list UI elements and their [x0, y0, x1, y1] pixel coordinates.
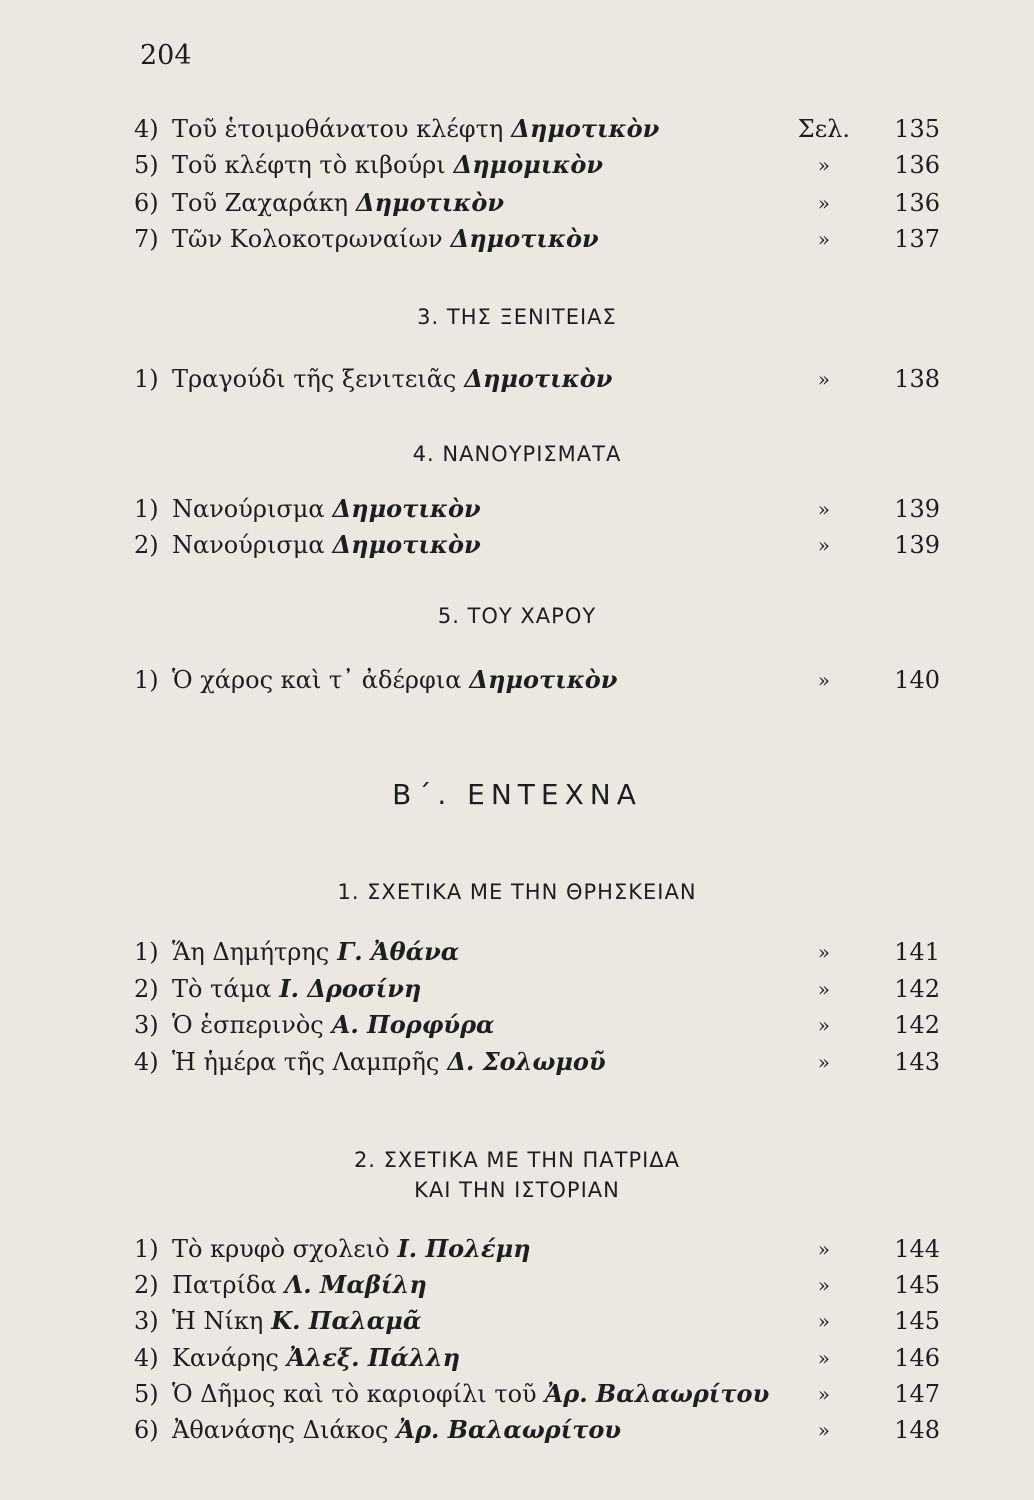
entry-title: Τραγούδι τῆς ξενιτειᾶς	[172, 365, 457, 393]
entry-author: Λ. Μαβίλη	[284, 1270, 427, 1299]
entry-number: 4)	[134, 1048, 159, 1076]
entry-page: 148	[894, 1416, 940, 1444]
ditto-mark: »	[817, 1013, 830, 1037]
entry-author: Δημοτικὸν	[356, 188, 505, 217]
entry-page: 146	[894, 1344, 940, 1372]
entry-author: Δημοτικὸν	[469, 665, 618, 694]
entry-title: Τοῦ Ζαχαράκη	[172, 189, 349, 217]
toc-entry	[134, 1268, 940, 1302]
entry-author: Κ. Παλαμᾶ	[271, 1306, 422, 1335]
ditto-mark: »	[817, 1273, 830, 1297]
entry-page: 140	[894, 666, 940, 694]
section-heading-continued: ΚΑΙ ΤΗΝ ΙΣΤΟΡΙΑΝ	[414, 1178, 620, 1202]
entry-title: Νανούρισμα	[172, 495, 325, 523]
toc-entry	[134, 1008, 940, 1042]
entry-title: Τῶν Κολοκοτρωναίων	[172, 225, 443, 253]
entry-page: 142	[894, 975, 940, 1003]
toc-entry	[134, 1377, 940, 1411]
entry-title: Νανούρισμα	[172, 531, 325, 559]
entry-author: Δημομικὸν	[453, 150, 604, 179]
entry-page: 135	[894, 115, 940, 143]
entry-page: 139	[894, 495, 940, 523]
entry-title: Πατρίδα	[172, 1271, 277, 1299]
entry-page: 143	[894, 1048, 940, 1076]
entry-number: 1)	[134, 666, 159, 694]
entry-number: 5)	[134, 151, 159, 179]
ditto-mark: »	[817, 1382, 830, 1406]
entry-page: 139	[894, 531, 940, 559]
toc-entry	[134, 663, 940, 697]
entry-number: 1)	[134, 938, 159, 966]
toc-entry	[134, 1341, 940, 1375]
entry-page: 136	[894, 189, 940, 217]
entry-number: 1)	[134, 495, 159, 523]
entry-number: 3)	[134, 1307, 159, 1335]
entry-title: Κανάρης	[172, 1344, 279, 1372]
ditto-mark: »	[817, 668, 830, 692]
entry-number: 2)	[134, 531, 159, 559]
entry-page: 145	[894, 1307, 940, 1335]
ditto-mark: »	[817, 977, 830, 1001]
entry-page: 141	[894, 938, 940, 966]
toc-entry	[134, 935, 940, 969]
entry-title: Ὁ ἑσπερινὸς	[172, 1011, 324, 1039]
toc-entry	[134, 1232, 940, 1266]
ditto-mark: »	[817, 533, 830, 557]
entry-number: 5)	[134, 1380, 159, 1408]
ditto-mark: »	[817, 1050, 830, 1074]
ditto-mark: »	[817, 153, 830, 177]
entry-title: Τὸ κρυφὸ σχολειὸ	[172, 1235, 390, 1263]
ditto-mark: »	[817, 1418, 830, 1442]
ditto-mark: »	[817, 227, 830, 251]
entry-number: 4)	[134, 1344, 159, 1372]
entry-title: Ὁ Δῆμος καὶ τὸ καριοφίλι τοῦ	[172, 1380, 537, 1408]
ditto-mark: »	[817, 1346, 830, 1370]
ditto-mark: »	[817, 1237, 830, 1261]
entry-author: Ἀρ. Βαλαωρίτου	[544, 1379, 770, 1408]
entry-title: Τοῦ ἑτοιμοθάνατου κλέφτη	[172, 115, 504, 143]
entry-page: 138	[894, 365, 940, 393]
entry-author: Δημοτικὸν	[332, 530, 481, 559]
section-heading: 4. ΝΑΝΟΥΡΙΣΜΑΤΑ	[412, 442, 622, 466]
entry-page: 145	[894, 1271, 940, 1299]
section-heading: 1. ΣΧΕΤΙΚΑ ΜΕ ΤΗΝ ΘΡΗΣΚΕΙΑΝ	[337, 880, 697, 904]
toc-entry	[134, 362, 940, 396]
page-number: 204	[140, 40, 192, 71]
entry-page: 136	[894, 151, 940, 179]
entry-author: Δ. Σολωμοῦ	[447, 1047, 606, 1076]
entry-author: Γ. Ἀθάνα	[337, 937, 460, 966]
entry-number: 2)	[134, 975, 159, 1003]
toc-entry	[134, 972, 940, 1006]
toc-entry	[134, 112, 940, 146]
entry-page: 147	[894, 1380, 940, 1408]
section-heading: 3. ΤΗΣ ΞΕΝΙΤΕΙΑΣ	[417, 305, 617, 329]
section-heading: 5. ΤΟΥ ΧΑΡΟΥ	[437, 604, 597, 628]
ditto-mark: »	[817, 191, 830, 215]
ditto-mark: »	[817, 367, 830, 391]
entry-number: 6)	[134, 189, 159, 217]
part-heading: Β΄. ΕΝΤΕΧΝΑ	[392, 778, 642, 811]
toc-entry	[134, 1045, 940, 1079]
entry-title: Ἅη Δημήτρης	[172, 938, 330, 966]
entry-author: Δημοτικὸν	[332, 494, 481, 523]
toc-entry	[134, 528, 940, 562]
entry-author: Ι. Πολέμη	[397, 1234, 531, 1263]
entry-author: Δημοτικὸν	[464, 364, 613, 393]
page-label: Σελ.	[797, 115, 850, 143]
entry-number: 1)	[134, 365, 159, 393]
entry-number: 4)	[134, 115, 159, 143]
entry-page: 142	[894, 1011, 940, 1039]
entry-author: Ἀλεξ. Πάλλη	[286, 1343, 461, 1372]
entry-author: Α. Πορφύρα	[331, 1010, 495, 1039]
entry-title: Τὸ τάμα	[172, 975, 272, 1003]
toc-entry	[134, 1413, 940, 1447]
entry-author: Ἀρ. Βαλαωρίτου	[396, 1415, 622, 1444]
entry-title: Τοῦ κλέφτη τὸ κιβούρι	[172, 151, 446, 179]
entry-author: Δημοτικὸν	[511, 114, 660, 143]
toc-entry	[134, 186, 940, 220]
entry-number: 2)	[134, 1271, 159, 1299]
ditto-mark: »	[817, 497, 830, 521]
entry-number: 1)	[134, 1235, 159, 1263]
entry-author: Δημοτικὸν	[450, 224, 599, 253]
ditto-mark: »	[817, 1309, 830, 1333]
entry-number: 6)	[134, 1416, 159, 1444]
ditto-mark: »	[817, 940, 830, 964]
entry-title: Ὁ χάρος καὶ τ᾽ ἀδέρφια	[172, 666, 462, 694]
toc-entry	[134, 492, 940, 526]
entry-number: 7)	[134, 225, 159, 253]
entry-title: Ἡ ἡμέρα τῆς Λαμπρῆς	[172, 1048, 440, 1076]
toc-entry	[134, 222, 940, 256]
entry-number: 3)	[134, 1011, 159, 1039]
entry-page: 144	[894, 1235, 940, 1263]
entry-title: Ἀθανάσης Διάκος	[172, 1416, 389, 1444]
entry-author: Ι. Δροσίνη	[279, 974, 422, 1003]
entry-page: 137	[894, 225, 940, 253]
toc-entry	[134, 148, 940, 182]
section-heading: 2. ΣΧΕΤΙΚΑ ΜΕ ΤΗΝ ΠΑΤΡΙΔΑ	[353, 1148, 681, 1172]
entry-title: Ἡ Νίκη	[172, 1307, 264, 1335]
toc-entry	[134, 1304, 940, 1338]
